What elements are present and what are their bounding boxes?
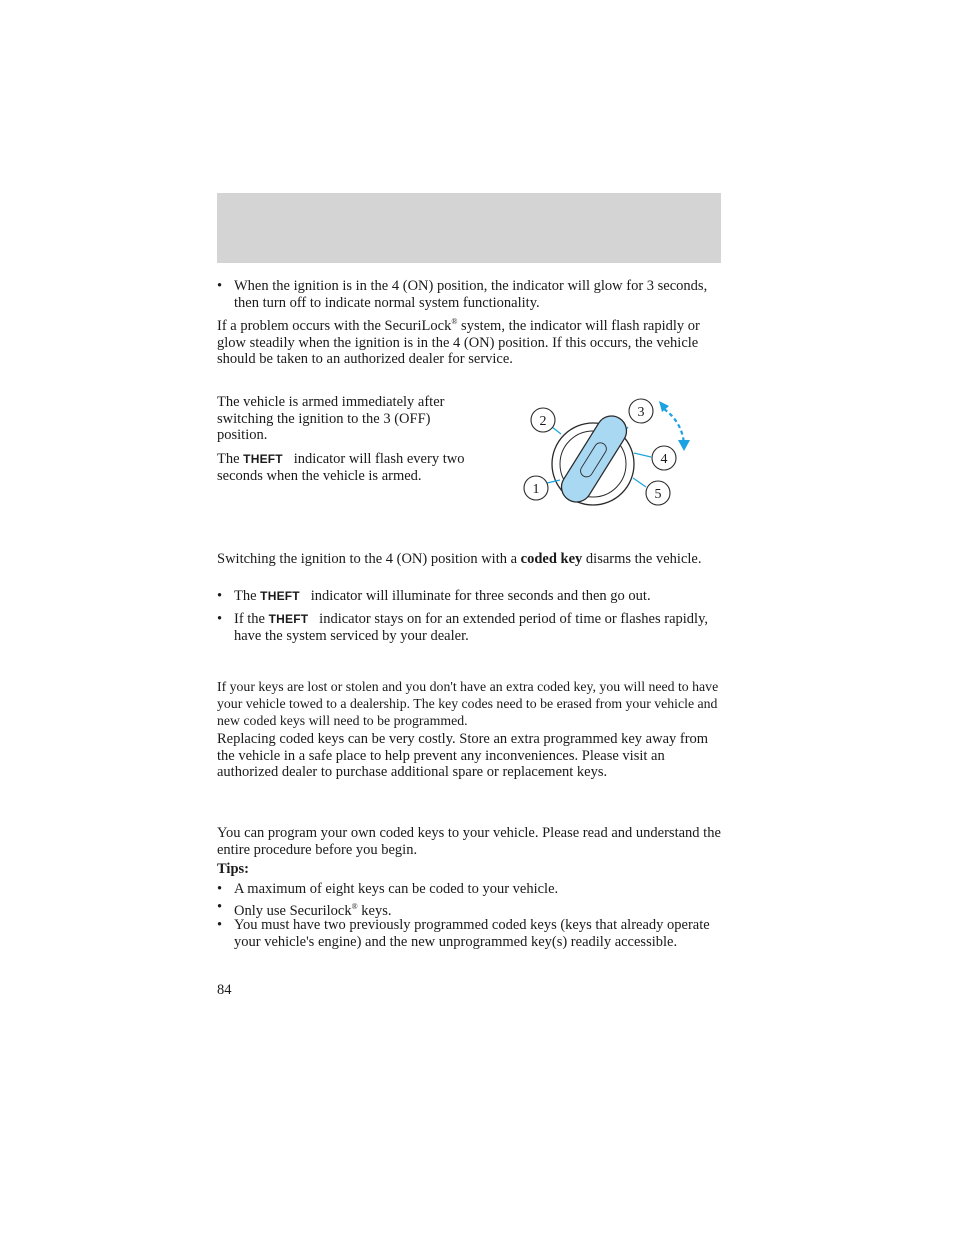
leader-line-5 [633, 478, 646, 487]
bullet-dot: • [217, 881, 223, 897]
bullet-glow-text: When the ignition is in the 4 (ON) position, the indicator will glow for 3 seconds, then turn off to indicate normal system functionality. [234, 278, 708, 311]
bullet-theft-illuminate [217, 588, 724, 605]
arrow-head-down-icon [678, 440, 690, 451]
program-keys-paragraph: You can program your own coded keys to your vehicle. Please read and understand the entire procedure before you begin. [217, 825, 721, 858]
disarm-paragraph [217, 551, 723, 568]
position-3-label: 3 [637, 405, 645, 420]
position-5 [646, 481, 670, 505]
problem-text-2: system, the indicator will flash rapidly or glow steadily when the ignition is in the 4 (ON) position. If this occurs, the vehicle should be taken to an authorized dealer for service. [217, 317, 700, 368]
ignition-diagram [516, 393, 696, 513]
theft-indicator-label: THEFT [243, 452, 283, 466]
registered-mark: ® [351, 902, 358, 911]
bullet-dot: • [217, 611, 223, 627]
tip-securilock-end: keys. [357, 902, 392, 919]
tip-two-keys [217, 917, 714, 950]
replacing-keys-paragraph: Replacing coded keys can be very costly. Store an extra programmed key away from the vehicle in a safe place to help prevent any inconveniences. Please visit an authorized dealer to purchase additional spare or replacement keys. [217, 731, 709, 781]
key-icon [556, 410, 632, 507]
tips-heading [217, 861, 249, 878]
registered-mark: ® [451, 317, 458, 326]
theft-indicator-label: THEFT [268, 612, 309, 626]
armed-paragraph: The vehicle is armed immediately after switching the ignition to the 3 (OFF) position. [217, 394, 445, 444]
section-header-band [217, 193, 721, 263]
problem-paragraph [217, 314, 723, 368]
problem-text-1: If a problem occurs with the SecuriLock [217, 317, 452, 334]
position-1-label: 1 [532, 482, 540, 497]
bullet-dot: • [217, 899, 223, 915]
position-2 [531, 408, 555, 432]
tips-label: Tips: [217, 861, 249, 877]
bullet-theft-stays-end: indicator stays on for an extended period of time or flashes rapidly, have the system serviced by your dealer. [234, 611, 709, 644]
bullet-theft-stays-on [217, 611, 724, 644]
leader-line-1 [547, 480, 560, 483]
position-4-label: 4 [660, 452, 668, 467]
coded-key-bold: coded key [520, 551, 583, 567]
bullet-glow [217, 278, 724, 311]
position-2-label: 2 [539, 414, 547, 429]
armed-flash-paragraph [217, 451, 469, 484]
lost-keys-paragraph: If your keys are lost or stolen and you don't have an extra coded key, you will need to have your vehicle towed to a dealership. The key codes need to be erased from your vehicle and new coded keys will need to be programmed. [217, 679, 719, 728]
bullet-dot: • [217, 917, 223, 933]
disarm-text-end: disarms the vehicle. [585, 551, 702, 567]
bullet-theft-illuminate-start: The [234, 588, 257, 604]
tip-max-keys-text: A maximum of eight keys can be coded to your vehicle. [234, 881, 559, 897]
leader-line-2 [552, 427, 561, 434]
theft-indicator-label: THEFT [260, 589, 300, 603]
leader-line-4 [634, 453, 651, 457]
position-1 [524, 476, 548, 500]
bullet-theft-stays-start: If the [234, 611, 265, 627]
page-number: 84 [217, 982, 232, 998]
armed-flash-end: indicator will flash every two seconds when the vehicle is armed. [217, 451, 465, 484]
tip-two-keys-text: You must have two previously programmed coded keys (keys that already operate your vehicle's engine) and the new unprogrammed key(s) readily accessible. [234, 917, 710, 950]
position-3 [629, 399, 653, 423]
tip-max-keys [217, 881, 724, 898]
bullet-theft-illuminate-end: indicator will illuminate for three seconds and then go out. [310, 588, 651, 604]
bullet-dot: • [217, 278, 223, 294]
position-5-label: 5 [654, 487, 662, 502]
bullet-dot: • [217, 588, 223, 604]
tip-securilock-start: Only use Securilock [234, 902, 352, 919]
armed-flash-start: The [217, 451, 240, 467]
disarm-text-start: Switching the ignition to the 4 (ON) position with a [217, 551, 518, 567]
position-4 [652, 446, 676, 470]
